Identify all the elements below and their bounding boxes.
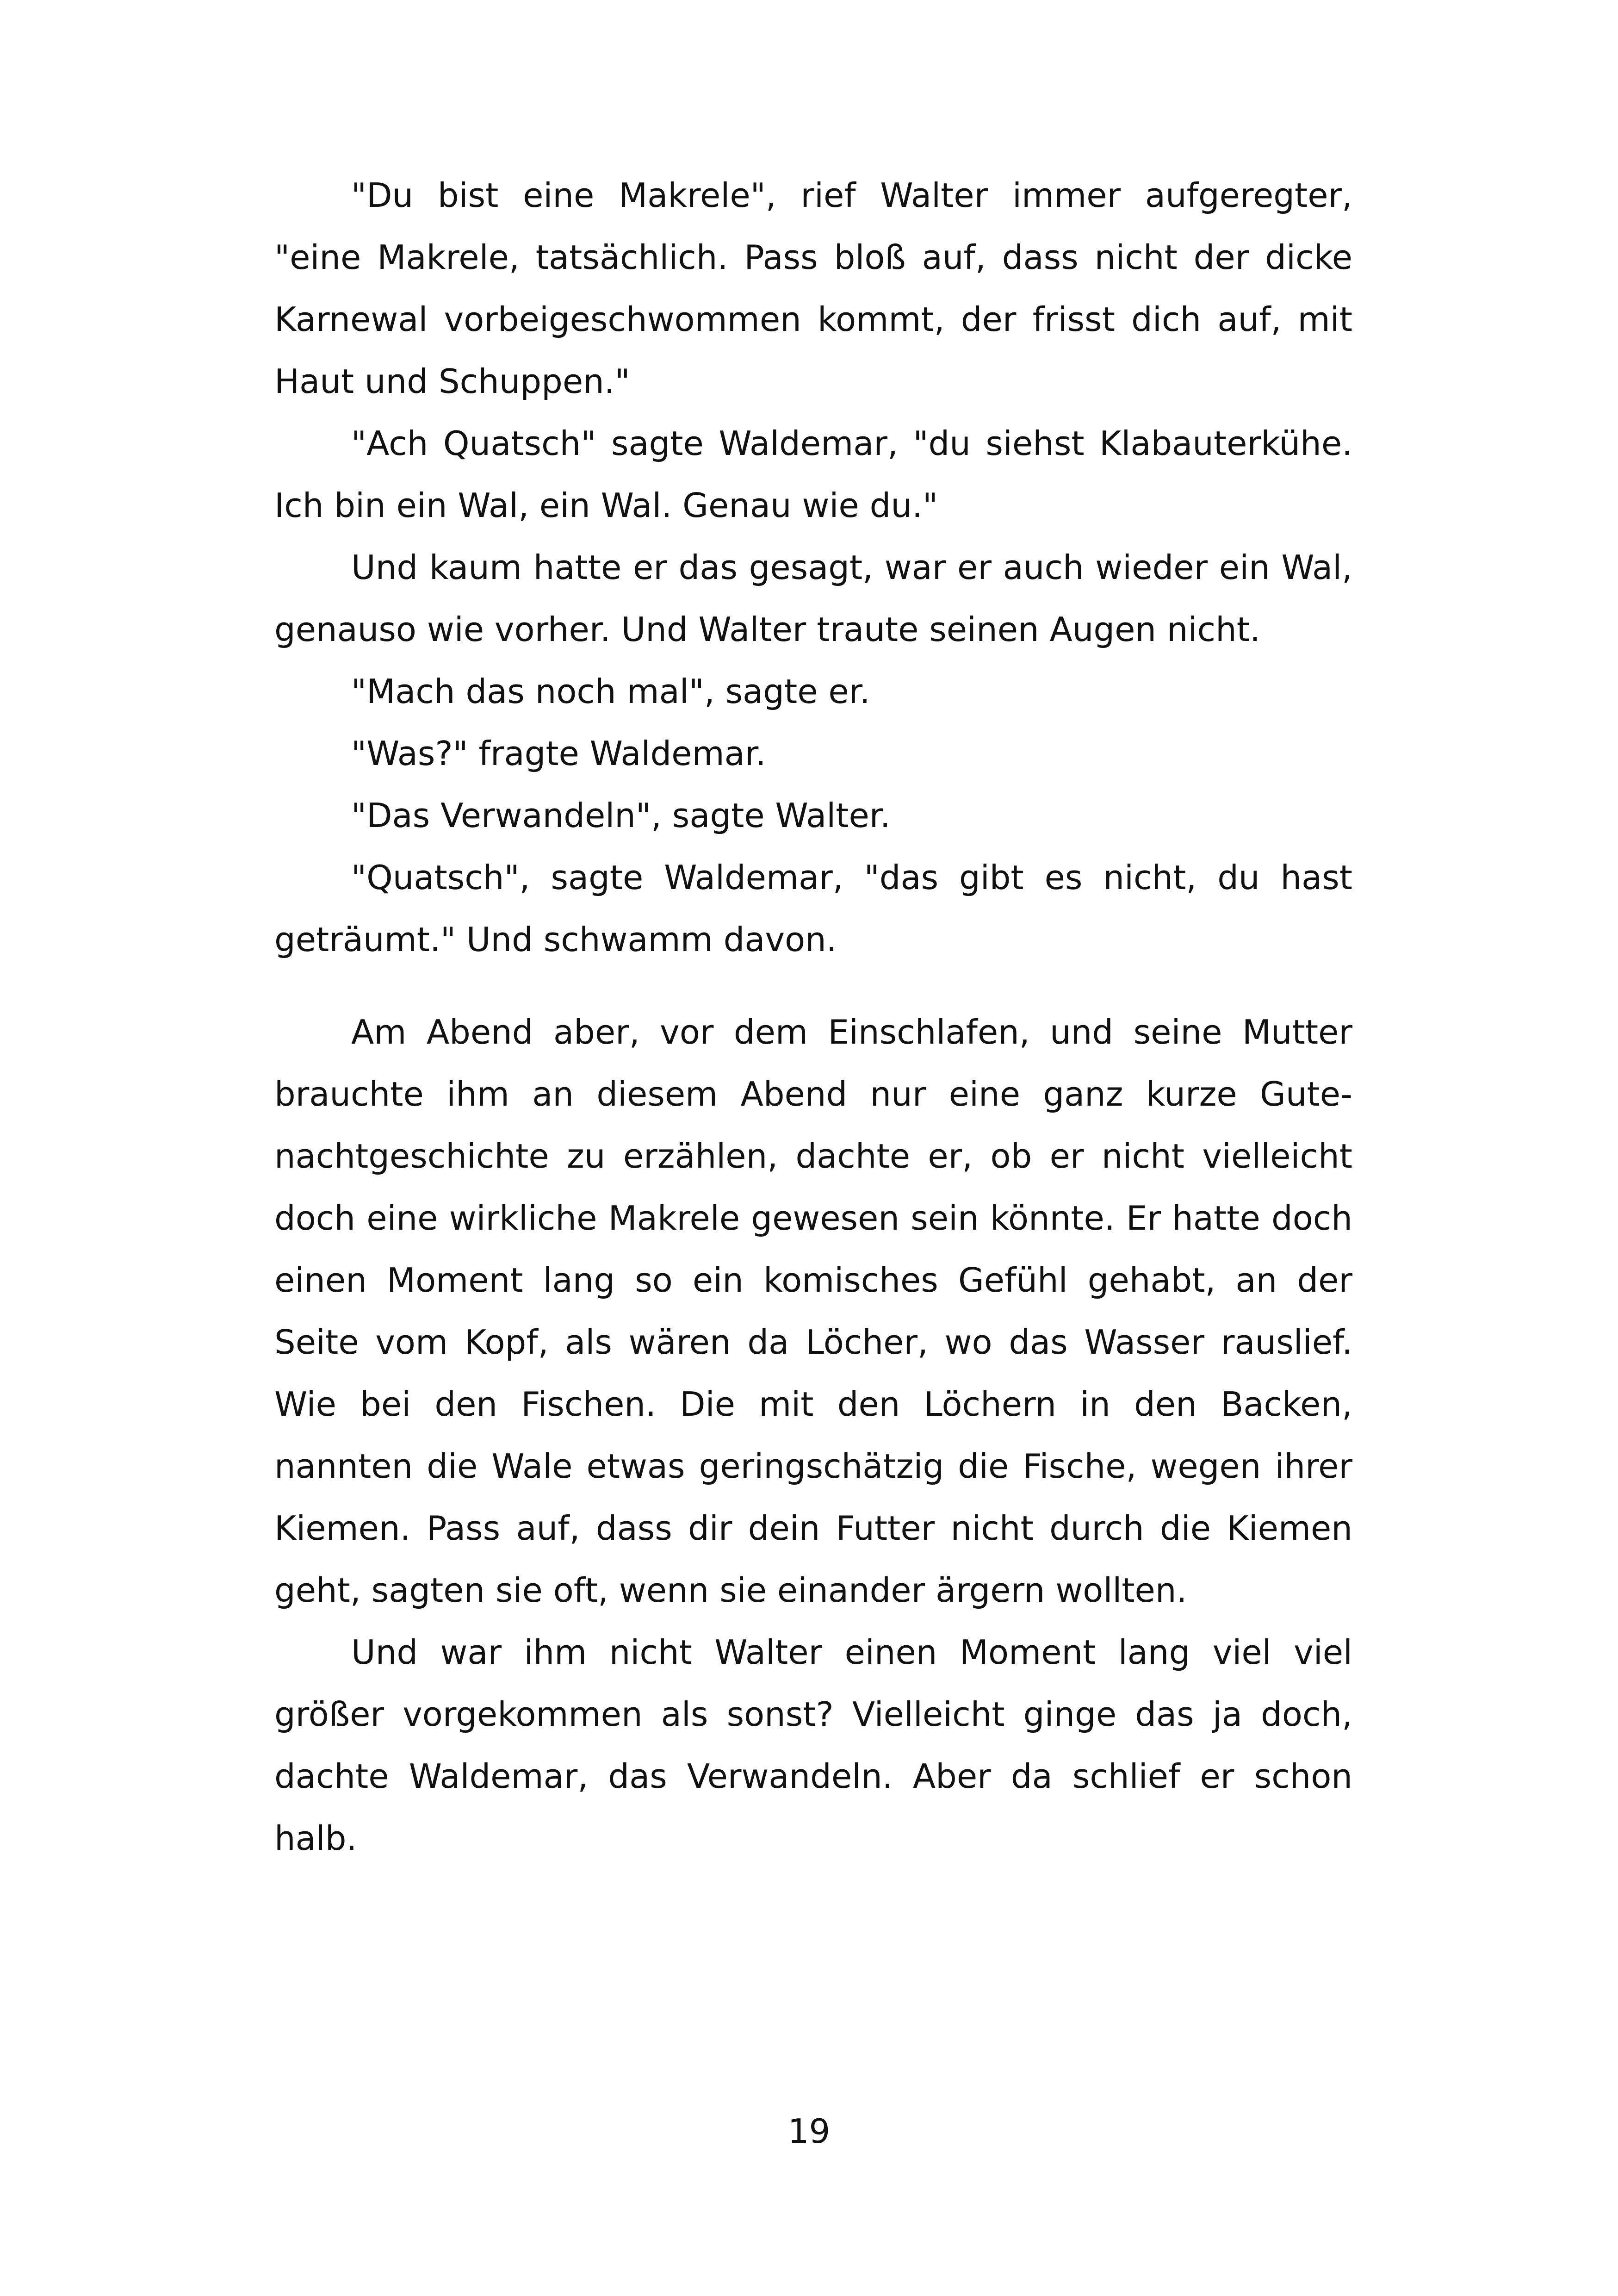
paragraph: "Ach Quatsch" sagte Waldemar, "du siehst Klabauterkühe. Ich bin ein Wal, ein Wal. Genau wie du." xyxy=(274,424,1352,525)
paragraph: Am Abend aber, vor dem Einschlafen, und seine Mutter brauchte ihm an diesem Abend nur eine ganz kurze Gutenachtgeschichte zu erzählen, dachte er, ob er nicht vielleicht doch eine wirkliche Makrele gewesen sein könnte. Er hatte doch einen Moment lang so ein komisches Gefühl gehabt, an der Seite vom Kopf, als wären da Löcher, wo das Wasser rauslief. Wie bei den Fischen. Die mit den Löchern in den Backen, nannten die Wale etwas geringschätzig die Fische, wegen ihrer Kiemen. Pass auf, dass dir dein Futter nicht durch die Kiemen geht, sagten sie oft, wenn sie einander ärgern wollten. xyxy=(274,1013,1352,1610)
paragraph: "Das Verwandeln", sagte Walter. xyxy=(351,796,891,835)
paragraph: Und war ihm nicht Walter einen Moment lang viel viel größer vorgekommen als sonst? Vielleicht ginge das ja doch, dachte Waldemar, das Verwandeln. Aber da schlief er schon halb. xyxy=(274,1633,1352,1858)
page-body xyxy=(274,164,1352,1869)
paragraph: "Du bist eine Makrele", rief Walter immer aufgeregter, "eine Makrele, tatsächlich. Pass bloß auf, dass nicht der dicke Karnewal vorbeigeschwommen kommt, der frisst dich auf, mit Haut und Schuppen." xyxy=(274,176,1352,401)
page-number: 19 xyxy=(787,2112,831,2151)
paragraph: "Mach das noch mal", sagte er. xyxy=(351,672,870,711)
paragraph: "Was?" fragte Waldemar. xyxy=(351,734,766,773)
paragraph: Und kaum hatte er das gesagt, war er auch wieder ein Wal, genauso wie vorher. Und Walter traute seinen Augen nicht. xyxy=(274,548,1352,649)
paragraph: "Quatsch", sagte Waldemar, "das gibt es nicht, du hast geträumt." Und schwamm davon. xyxy=(274,858,1352,959)
